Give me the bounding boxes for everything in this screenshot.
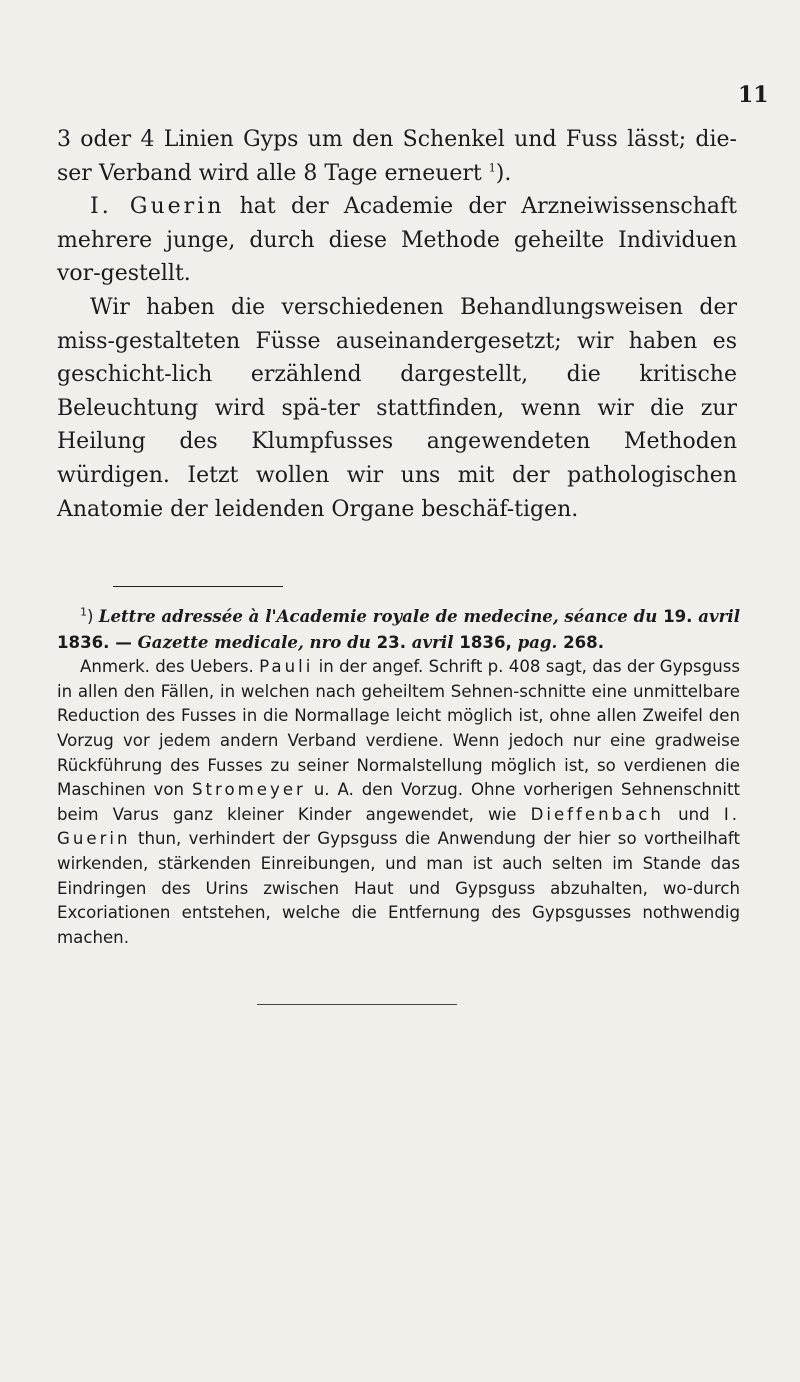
citation-year-2: 1836, bbox=[453, 632, 518, 652]
page-number: 11 bbox=[738, 82, 769, 108]
name-guerin: I. Guerin bbox=[57, 804, 740, 849]
footnote-marker: 1 bbox=[80, 605, 87, 619]
footnote-reference: 1 bbox=[488, 161, 496, 175]
citation-pag: pag. bbox=[517, 631, 558, 652]
footnote-citation bbox=[57, 604, 740, 655]
paragraph-3: Wir haben die verschiedenen Behandlungsweisen der miss-gestalteten Füsse auseinandergesetzt; wir haben es geschicht-lich erzählend dargestellt, die kritische Beleuchtung wird spä-ter stattfinden, wenn wir die zur Heilung des Klumpfusses angewendeten Methoden würdigen. Ietzt wollen wir uns mit der pathologischen Anatomie der leidenden Organe beschäf-tigen. bbox=[57, 294, 737, 522]
note-text-4: thun, verhindert der Gypsguss die Anwendung der hier so vortheilhaft wirkenden, stärkenden Einreibungen, und man ist auch selten im Stande das Eindringen des Urins zwischen Haut und Gypsguss abzuhalten, wo-durch Excoriationen entstehen, welche die Entfernung des Gypsgusses nothwendig machen. bbox=[57, 829, 740, 947]
citation-year-1: 1836. — bbox=[57, 632, 138, 652]
citation-month-2: avril bbox=[411, 631, 454, 652]
translator-note bbox=[57, 655, 740, 950]
footnote-paren: ) bbox=[87, 607, 99, 626]
citation-month-1: avril bbox=[698, 606, 741, 626]
paragraph-1-end: ). bbox=[495, 160, 512, 186]
citation-title-gazette: Gazette medicale, nro du bbox=[137, 631, 371, 652]
note-text-3: und bbox=[663, 804, 724, 824]
paragraph-2-text: hat der Academie der Arzneiwissenschaft mehrere junge, durch diese Methode geheilte Individuen vor-gestellt. bbox=[57, 194, 737, 287]
paragraph-2 bbox=[57, 190, 737, 291]
paragraph-1 bbox=[57, 123, 737, 190]
citation-title-lettre: Lettre adressée à l'Academie royale de medecine, séance du bbox=[98, 606, 658, 626]
footnote-separator bbox=[113, 586, 283, 587]
citation-date-2: 23. bbox=[370, 632, 412, 652]
author-name-guerin: I. Guerin bbox=[90, 194, 225, 220]
note-text-2: u. A. den Vorzug. Ohne vorherigen Sehnenschnitt beim Varus ganz kleiner Kinder angewendet, wie bbox=[57, 780, 740, 824]
note-intro: Anmerk. des Uebers. bbox=[80, 657, 260, 677]
bottom-rule bbox=[257, 1004, 457, 1005]
footnote bbox=[57, 604, 740, 950]
main-text bbox=[57, 123, 737, 526]
name-pauli: Pauli bbox=[259, 657, 314, 677]
name-dieffenbach: Dieffenbach bbox=[530, 804, 664, 824]
name-stromeyer: Stromeyer bbox=[191, 780, 306, 800]
citation-date-1: 19. bbox=[657, 607, 699, 626]
note-text-1: in der angef. Schrift p. 408 sagt, das der Gypsguss in allen den Fällen, in welchen nach geheiltem Sehnen-schnitte eine unmittelbare Reduction des Fusses in die Normallage leicht möglich ist, ohne allen Zweifel den Vorzug vor jedem andern Verband verdiene. Wenn jedoch nur eine gradweise Rückführung des Fusses zu seiner Normalstellung möglich ist, so verdienen die Maschinen von bbox=[57, 657, 740, 800]
citation-page: 268. bbox=[557, 632, 605, 652]
paragraph-1-text: 3 oder 4 Linien Gyps um den Schenkel und Fuss lässt; die-ser Verband wird alle 8 Tage erneuert bbox=[57, 127, 737, 186]
